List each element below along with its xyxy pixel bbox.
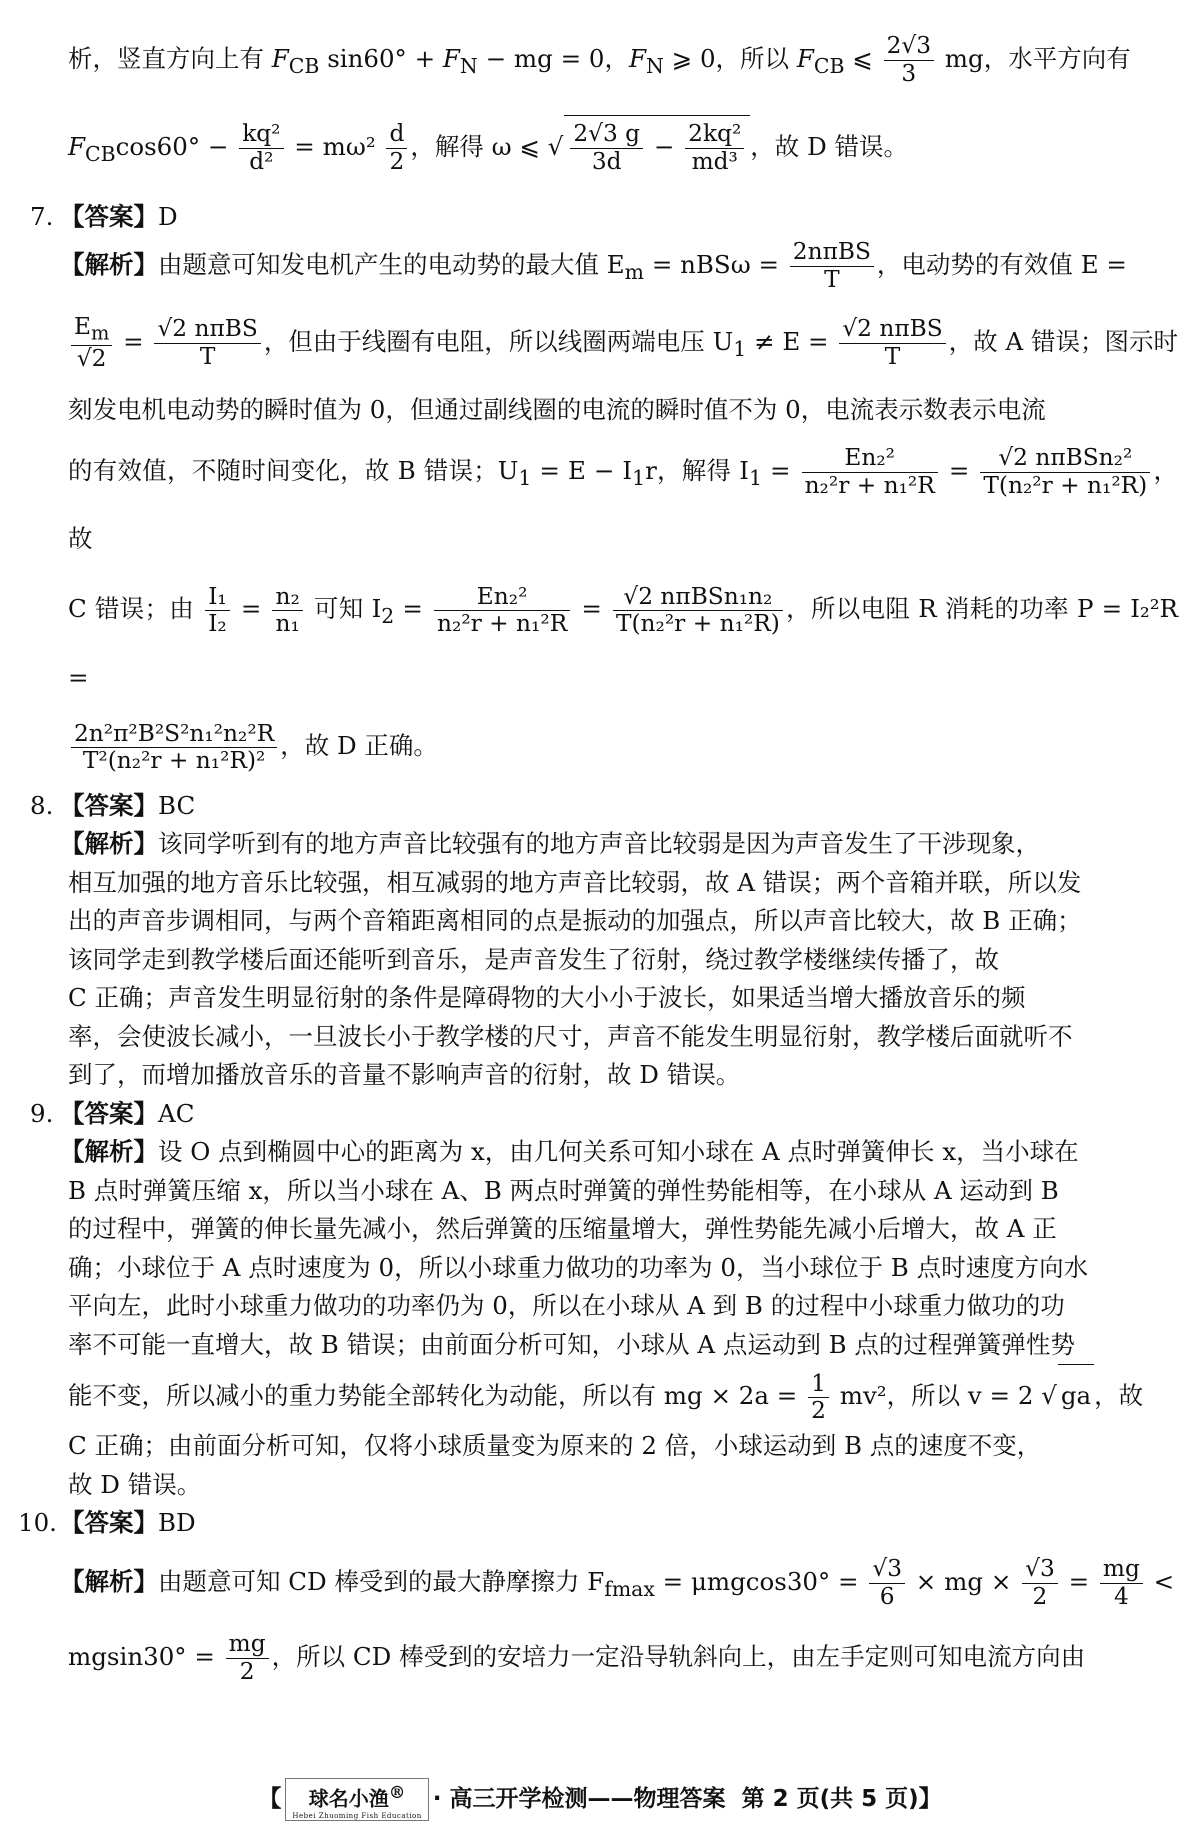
text-run: 刻发电机电动势的瞬时值为 0，但通过副线圈的电流的瞬时值不为 0，电流表示数表示电流 [68,394,1046,424]
text-run: ，故 D 错误。 [750,131,909,161]
text-run: E [74,312,91,340]
answer-value: AC [158,1098,195,1128]
answer-tag: 【答案】 [60,201,158,231]
q9-explanation-line-5 [0,1287,1200,1326]
var-f: F [442,44,460,73]
fraction-denominator: T [884,342,901,370]
subscript: 2 [381,604,395,629]
q8-explanation-line-1 [0,825,1200,864]
q7-explanation-line-1 [0,234,1200,303]
text-run: ，所以 CD 棒受到的安培力一定沿导轨斜向上，由左手定则可知电流方向由 [271,1641,1086,1671]
text-run: ，故 [1094,1381,1144,1411]
fraction [570,121,643,176]
text-run: 由题意可知 CD 棒受到的最大静摩擦力 F [158,1566,605,1596]
q9-explanation-line-4 [0,1249,1200,1288]
text-run: C 正确；由前面分析可知，仅将小球质量变为原来的 2 倍，小球运动到 B 点的速度不变， [68,1431,1042,1461]
fraction [613,584,783,639]
text-run: 率，会使波长减小，一旦波长小于教学楼的尺寸，声音不能发生明显衍射，教学楼后面就听不 [68,1021,1073,1051]
q6-continuation-line-2 [0,115,1200,185]
text-run: 出的声音步调相同，与两个音箱距离相同的点是振动的加强点，所以声音比较大，故 B 正确； [68,906,1082,936]
fraction-numerator: √2 nπBS [839,316,945,344]
text-run: ，但由于线圈有电阻，所以线圈两端电压 U [263,326,734,356]
q8-explanation [0,825,1200,1095]
fraction-numerator: 2kq² [685,121,744,149]
text-run: B 点时弹簧压缩 x，所以当小球在 A、B 两点时弹簧的弹性势能相等，在小球从 A 运动到 B [68,1175,1059,1205]
square-root: ga [1058,1364,1094,1427]
fraction [226,1631,269,1686]
page-footer [0,1778,1200,1821]
fraction-denominator: md³ [691,147,738,175]
text-run: ，所以电阻 R 消耗的功率 P = I₂²R = [68,594,1178,693]
fraction-numerator: √2 nπBSn₁n₂ [613,584,783,612]
fraction-denominator: T [824,265,840,293]
fraction [239,121,283,176]
explanation-tag: 【解析】 [60,1566,158,1596]
fraction [790,239,874,294]
answer-value: BD [158,1508,196,1538]
fraction-denominator: T(n₂²r + n₁²R) [615,610,780,638]
var-f: F [68,131,85,161]
text-run: 到了，而增加播放音乐的音量不影响声音的衍射，故 D 错误。 [68,1060,741,1090]
fraction-denominator: 2 [389,147,405,175]
answer-tag: 【答案】 [60,1508,158,1538]
text-run: r，解得 I [645,455,749,485]
text-run: ⩾ 0，所以 [663,44,797,73]
fraction [1100,1556,1143,1611]
fraction-denominator: n₂²r + n₁²R [437,610,568,638]
fraction [71,314,112,373]
text-run: = [940,455,978,485]
fraction-denominator: 2 [1032,1582,1048,1610]
fraction-numerator: I₁ [205,584,230,612]
text-run: cos60° − [115,131,237,161]
q9-explanation-line-8 [0,1427,1200,1466]
text-run: = [115,326,152,356]
var-f: F [271,44,289,73]
text-run: − [646,131,683,161]
fraction-denominator: 3 [901,60,917,87]
q8-explanation-line-2 [0,864,1200,903]
text-run: 的过程中，弹簧的伸长量先减小，然后弹簧的压缩量增大，弹性势能先减小后增大，故 A 正 [68,1214,1057,1244]
fraction-denominator: n₂²r + n₁²R [804,471,935,499]
logo-text: 球名小渔 [308,1786,389,1811]
text-run: ，故 D 正确。 [280,731,438,761]
q9-explanation-line-7 [0,1364,1200,1427]
q9-explanation-line-2 [0,1172,1200,1211]
text-run: 能不变，所以减小的重力势能全部转化为动能，所以有 mg × 2a = [68,1381,806,1411]
fraction-numerator: mg [226,1631,269,1659]
fraction [980,445,1150,500]
var-f: F [796,44,814,73]
fraction-numerator: √3 [1022,1556,1058,1584]
fraction-numerator: 2n²π²B²S²n₁²n₂²R [71,721,277,749]
text-run: 确；小球位于 A 点时速度为 0，所以小球重力做功的功率为 0，当小球位于 B 点时速度方向水 [68,1252,1089,1282]
q10-explanation-line-1 [0,1551,1200,1620]
fraction [802,445,938,500]
subscript: m [90,321,110,345]
text-run: = [1060,1566,1097,1596]
subscript: N [459,53,478,78]
q7-explanation-line-4 [0,440,1200,571]
fraction-denominator: 3d [591,147,622,175]
fraction [685,121,744,176]
q8-explanation-line-4 [0,941,1200,980]
fraction [434,584,570,639]
subscript: CB [288,53,320,78]
fraction-numerator: √3 [869,1556,905,1584]
fraction-numerator: 2√3 g [570,121,643,149]
q8-explanation-line-6 [0,1018,1200,1057]
subscript: 1 [749,465,762,490]
fraction [808,1371,829,1426]
fraction-denominator: d² [249,147,274,175]
answer-value: D [158,201,178,231]
fraction [386,121,407,176]
fraction [205,584,230,639]
logo-english: Hebei Zhuoming Fish Education [292,1811,422,1820]
text-run: ，解得 ω ⩽ √ [410,131,564,161]
q9-explanation-line-1 [0,1133,1200,1172]
text-run: C 正确；声音发生明显衍射的条件是障碍物的大小小于波长，如果适当增大播放音乐的频 [68,983,1026,1013]
fraction-numerator: 2√3 [884,33,934,61]
fraction-denominator: 6 [879,1582,895,1610]
text-run: ，故 A 错误；图示时 [948,326,1178,356]
text-run: 析，竖直方向上有 [68,44,272,73]
subscript: CB [813,53,845,78]
fraction [869,1556,905,1611]
question-number: 10. [18,1508,57,1538]
text-run: mgsin30° = [68,1641,223,1671]
text-run: = [394,594,432,624]
answer-tag: 【答案】 [60,1098,158,1128]
subscript: N [646,53,664,78]
fraction-numerator: n₂ [272,584,302,612]
text-run: = [761,455,799,485]
text-run: mv²，所以 v = 2 √ [831,1381,1057,1411]
footer-title: · 高三开学检测——物理答案 [432,1785,726,1812]
text-run: = nBSω = [644,249,787,279]
document-body [0,28,1200,1688]
q6-continuation-line-1 [0,28,1200,97]
q7-answer [0,199,1200,234]
fraction-denominator: 2 [811,1397,826,1425]
fraction [154,316,260,371]
q7-explanation-line-5 [0,578,1200,709]
answer-tag: 【答案】 [60,791,158,821]
text-run: mg，水平方向有 [937,44,1131,73]
fraction-numerator: En₂² [802,445,938,473]
registered-mark: ® [388,1782,406,1802]
text-run: − mg = 0， [477,44,629,73]
text-run: = [573,594,610,624]
text-run: ，故 [68,455,1178,554]
publisher-logo [285,1778,428,1821]
q8-answer [0,787,1200,825]
var-f: F [629,44,646,73]
question-number: 8. [30,791,54,821]
text-run: 平向左，此时小球重力做功的功率仍为 0，所以在小球从 A 到 B 的过程中小球重力做功的功 [68,1291,1065,1321]
text-run: ⩽ [844,44,881,73]
fraction-denominator: T(n₂²r + n₁²R) [983,471,1148,499]
subscript: 1 [518,465,532,490]
subscript: fmax [604,1576,655,1601]
q9-explanation-line-3 [0,1210,1200,1249]
subscript: 1 [632,465,646,490]
text-run: 该同学走到教学楼后面还能听到音乐，是声音发生了衍射，绕过教学楼继续传播了，故 [68,944,999,974]
q7-explanation-line-2 [0,311,1200,380]
text-run: 故 D 错误。 [68,1469,202,1499]
q9-explanation-line-6 [0,1326,1200,1365]
q9-explanation [0,1133,1200,1504]
fraction-numerator: mg [1100,1556,1143,1584]
text-run: × mg × [908,1566,1020,1596]
fraction-numerator: √2 nπBS [154,316,260,344]
q10-explanation-line-2 [0,1626,1200,1688]
subscript: CB [85,141,116,166]
text-run: = μmgcos30° = [654,1566,867,1596]
fraction [71,721,277,776]
question-number: 9. [30,1098,54,1128]
q8-explanation-line-5 [0,979,1200,1018]
fraction-numerator: 2nπBS [790,239,874,267]
text-run: ，电动势的有效值 E = [876,249,1127,279]
bracket-open: 【 [258,1785,282,1812]
text-run: 的有效值，不随时间变化，故 B 错误；U [68,455,519,485]
square-root [564,115,750,178]
text-run: ≠ E = [746,326,837,356]
text-run: 由题意可知发电机产生的电动势的最大值 E [158,249,625,279]
text-run: 设 O 点到椭圆中心的距离为 x，由几何关系可知小球在 A 点时弹簧伸长 x，当小球在 [158,1137,1079,1167]
subscript: m [624,259,645,284]
fraction [884,33,934,88]
fraction [1022,1556,1058,1611]
q8-explanation-line-3 [0,902,1200,941]
text-run: < [1145,1566,1175,1596]
q9-answer [0,1095,1200,1134]
fraction-denominator: I₂ [208,610,227,638]
question-number: 7. [30,201,54,231]
fraction [272,584,302,639]
text-run: sin60° + [319,44,443,73]
explanation-tag: 【解析】 [60,1137,158,1167]
explanation-tag: 【解析】 [60,249,158,279]
explanation-tag: 【解析】 [60,829,158,859]
fraction-numerator: En₂² [434,584,570,612]
fraction-denominator: √2 [76,344,107,372]
fraction-denominator: T²(n₂²r + n₁²R)² [82,747,266,775]
q7-explanation-line-6 [0,715,1200,777]
text-run: 率不可能一直增大，故 B 错误；由前面分析可知，小球从 A 点运动到 B 点的过程弹簧弹性势 [68,1329,1075,1359]
text-run: = [232,594,270,624]
text-run: C 错误；由 [68,594,203,624]
page-number: 第 2 页(共 5 页) [741,1785,919,1812]
q9-explanation-line-9 [0,1466,1200,1505]
fraction-denominator: T [199,342,216,370]
q8-explanation-line-7 [0,1056,1200,1095]
q7-explanation-line-3 [0,390,1200,430]
fraction-numerator [71,314,112,346]
text-run: 相互加强的地方音乐比较强，相互减弱的地方声音比较弱，故 A 错误；两个音箱并联，所以发 [68,867,1082,897]
answer-value: BC [158,791,196,821]
fraction-denominator: 4 [1113,1582,1129,1610]
subscript: 1 [733,336,747,361]
bracket-close: 】 [918,1785,942,1812]
fraction-numerator: 1 [808,1371,829,1399]
text-run: 可知 I [305,594,382,624]
fraction-denominator: n₁ [275,610,300,638]
fraction-numerator: √2 nπBSn₂² [980,445,1150,473]
text-run: 该同学听到有的地方声音比较强有的地方声音比较弱是因为声音发生了干涉现象， [158,829,1040,859]
fraction-numerator: kq² [239,121,283,149]
q10-answer [0,1504,1200,1543]
text-run: = E − I [531,455,633,485]
fraction-denominator: 2 [239,1657,255,1685]
fraction [839,316,945,371]
text-run: = mω² [286,131,384,161]
fraction-numerator: d [386,121,407,149]
